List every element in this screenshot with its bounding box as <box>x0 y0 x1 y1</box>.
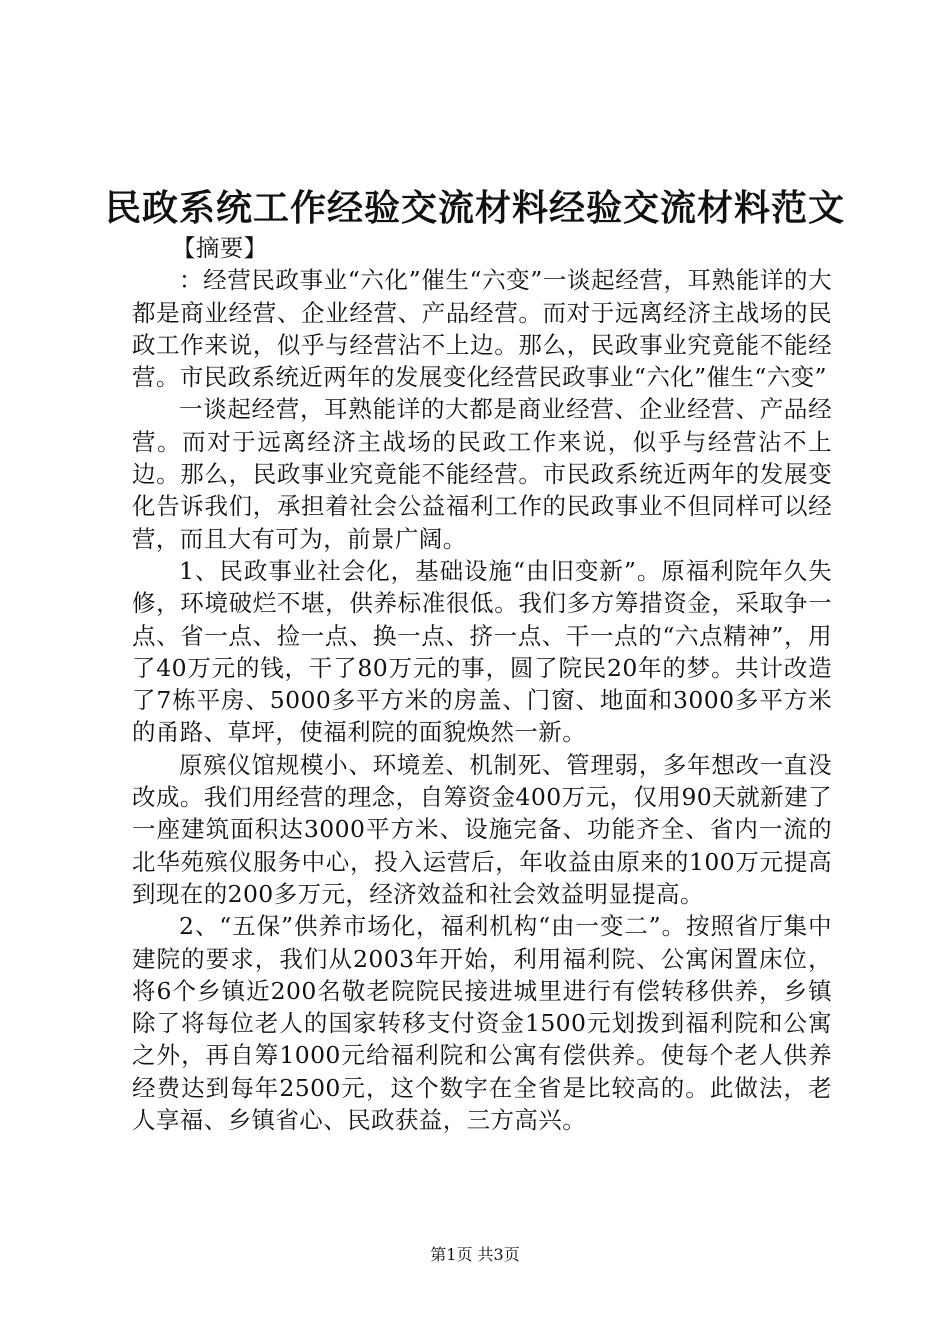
page-number-footer: 第1页 共3页 <box>430 1245 520 1264</box>
paragraph-section-2: 2、“五保”供养市场化，福利机构“由一变二”。按照省厅集中建院的要求，我们从2003年开始，利用福利院、公寓闲置床位，将6个乡镇近200名敬老院院民接进城里进行有偿转移供养，乡镇除了将每位老人的国家转移支付资金1500元划拨到福利院和公寓之外，再自筹1000元给福利院和公寓有偿供养。使每个老人供养经费达到每年2500元，这个数字在全省是比较高的。此做法，老人享福、乡镇省心、民政获益，三方高兴。 <box>132 912 832 1135</box>
paragraph-funeral-home: 原殡仪馆规模小、环境差、机制死、管理弱，多年想改一直没改成。我们用经营的理念，自筹资金400万元，仅用90天就新建了一座建筑面积达3000平方米、设施完备、功能齐全、省内一流的北华苑殡仪服务中心，投入运营后，年收益由原来的100万元提高到现在的200多万元，经济效益和社会效益明显提高。 <box>132 750 832 908</box>
document-body <box>132 232 832 1136</box>
paragraph-abstract: ：经营民政事业“六化”催生“六变”一谈起经营，耳熟能详的大都是商业经营、企业经营、产品经营。而对于远离经济主战场的民政工作来说，似乎与经营沾不上边。那么，民政事业究竟能不能经营。市民政系统近两年的发展变化经营民政事业“六化”催生“六变” <box>132 266 832 392</box>
abstract-heading: 【摘要】 <box>171 234 268 262</box>
paragraph-intro: 一谈起经营，耳熟能详的大都是商业经营、企业经营、产品经营。而对于远离经济主战场的民政工作来说，似乎与经营沾不上边。那么，民政事业究竟能不能经营。市民政系统近两年的发展变化告诉我们，承担着社会公益福利工作的民政事业不但同样可以经营，而且大有可为，前景广阔。 <box>132 395 832 553</box>
document-title: 民政系统工作经验交流材料经验交流材料范文 <box>104 187 845 229</box>
paragraph-section-1: 1、民政事业社会化，基础设施“由旧变新”。原福利院年久失修，环境破烂不堪，供养标准很低。我们多方筹措资金，采取争一点、省一点、捡一点、换一点、挤一点、干一点的“六点精神”，用了40万元的钱，干了80万元的事，圆了院民20年的梦。共计改造了7栋平房、5000多平方米的房盖、门窗、地面和3000多平方米的甬路、草坪，使福利院的面貌焕然一新。 <box>132 556 832 747</box>
